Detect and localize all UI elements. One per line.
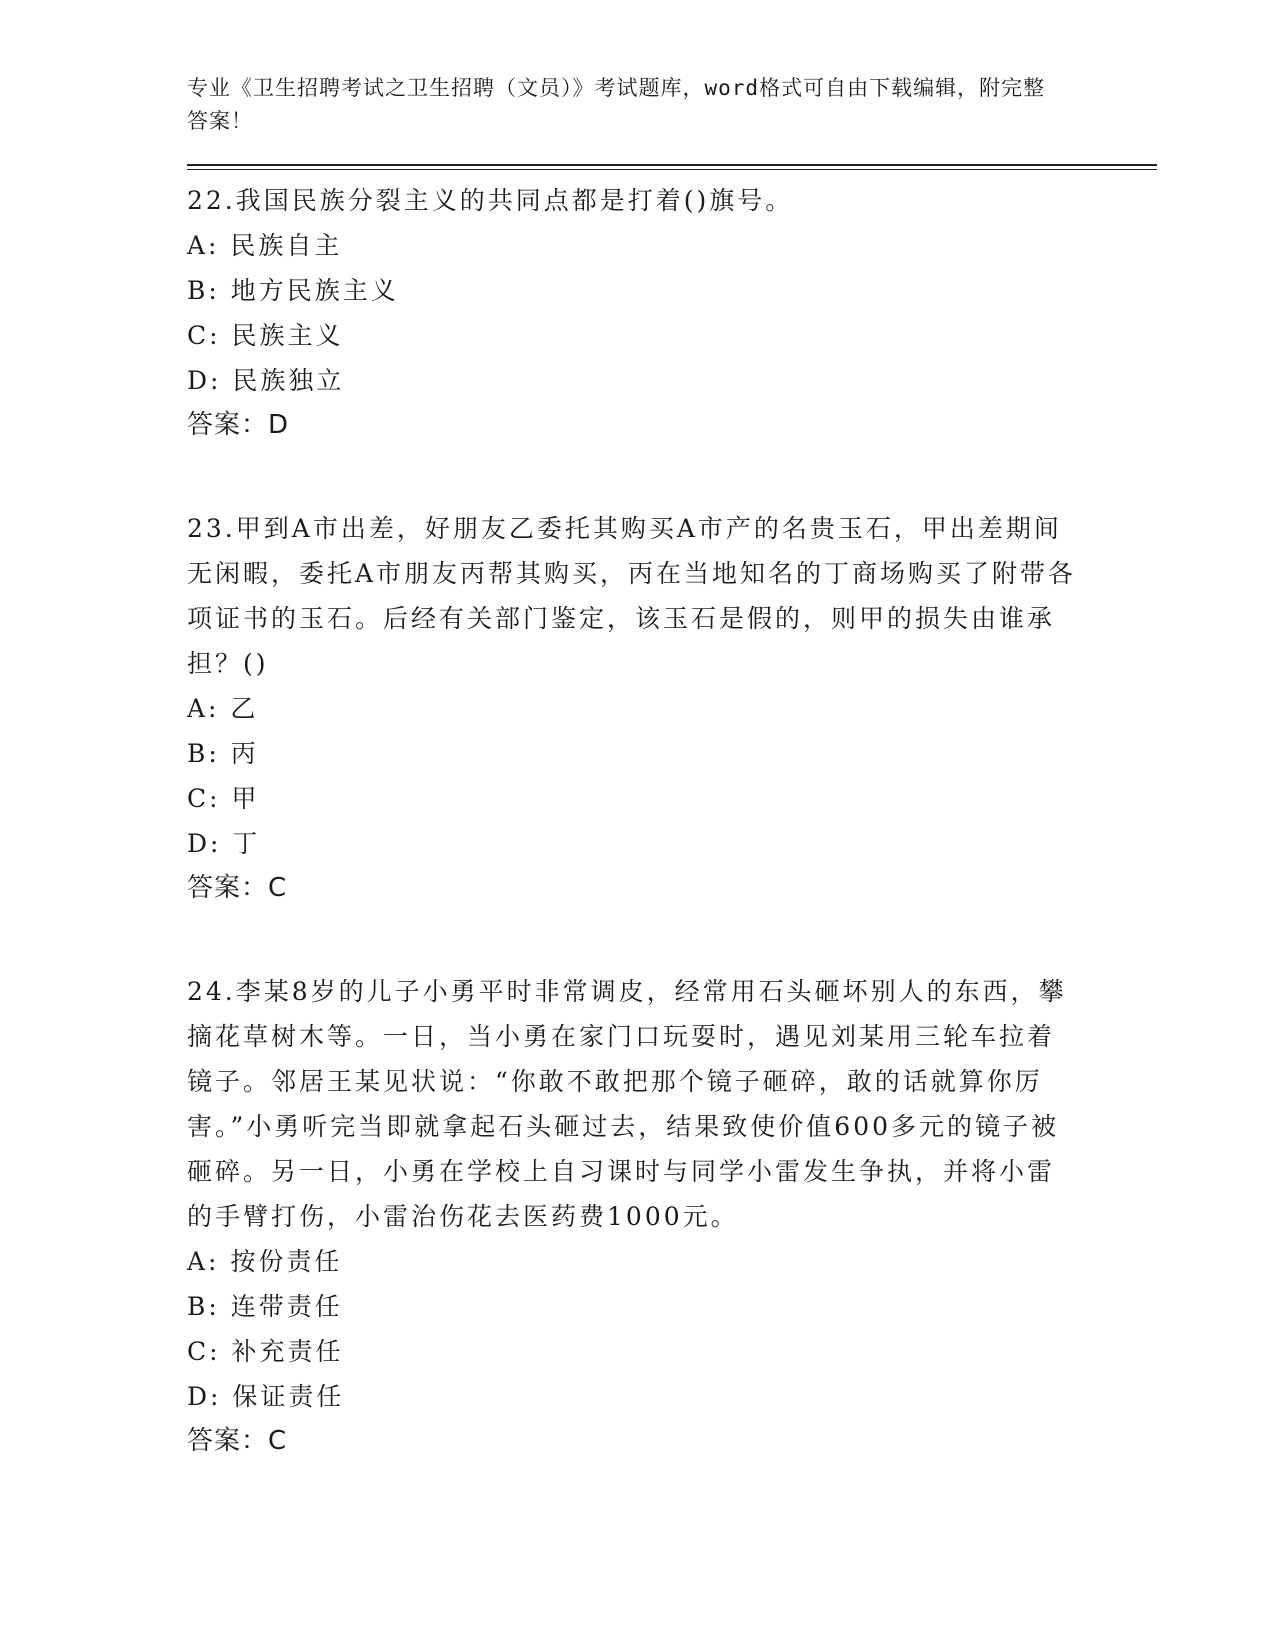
option-c: C: 民族主义: [187, 321, 344, 350]
option-b: B: 连带责任: [187, 1292, 343, 1321]
option-b: B: 地方民族主义: [187, 276, 399, 305]
option-a: A: 民族自主: [187, 231, 343, 260]
option-b: B: 丙: [187, 739, 259, 768]
option-c: C: 甲: [187, 784, 260, 813]
option-c: C: 补充责任: [187, 1337, 344, 1366]
option-d: D: 民族独立: [187, 366, 345, 395]
answer: 答案：C: [187, 1426, 288, 1456]
document-page: [187, 72, 1157, 1522]
document-header: 专业《卫生招聘考试之卫生招聘（文员）》考试题库，word格式可自由下载编辑，附完整答案！: [187, 76, 1046, 133]
question-23: [187, 506, 1157, 911]
question-24: [187, 969, 1157, 1464]
option-d: D: 丁: [187, 829, 261, 858]
option-a: A: 按份责任: [187, 1247, 343, 1276]
option-d: D: 保证责任: [187, 1382, 345, 1411]
question-text: 22.我国民族分裂主义的共同点都是打着()旗号。: [187, 186, 794, 215]
header-divider: [187, 164, 1157, 170]
option-a: A: 乙: [187, 694, 259, 723]
question-text: 24.李某8岁的儿子小勇平时非常调皮，经常用石头砸坏别人的东西，攀摘花草树木等。一日，当小勇在家门口玩耍时，遇见刘某用三轮车拉着镜子。邻居王某见状说：“你敢不敢把那个镜子砸碎，敢的话就算你厉害。”小勇听完当即就拿起石头砸过去，结果致使价值600多元的镜子被砸碎。另一日，小勇在学校上自习课时与同学小雷发生争执，并将小雷的手臂打伤，小雷治伤花去医药费1000元。: [187, 977, 1067, 1231]
answer: 答案：D: [187, 410, 290, 440]
answer: 答案：C: [187, 873, 288, 903]
question-22: [187, 178, 1157, 448]
question-text: 23.甲到A市出差，好朋友乙委托其购买A市产的名贵玉石，甲出差期间无闲暇，委托A市朋友丙帮其购买，丙在当地知名的丁商场购买了附带各项证书的玉石。后经有关部门鉴定，该玉石是假的，则甲的损失由谁承担？(): [187, 514, 1077, 678]
